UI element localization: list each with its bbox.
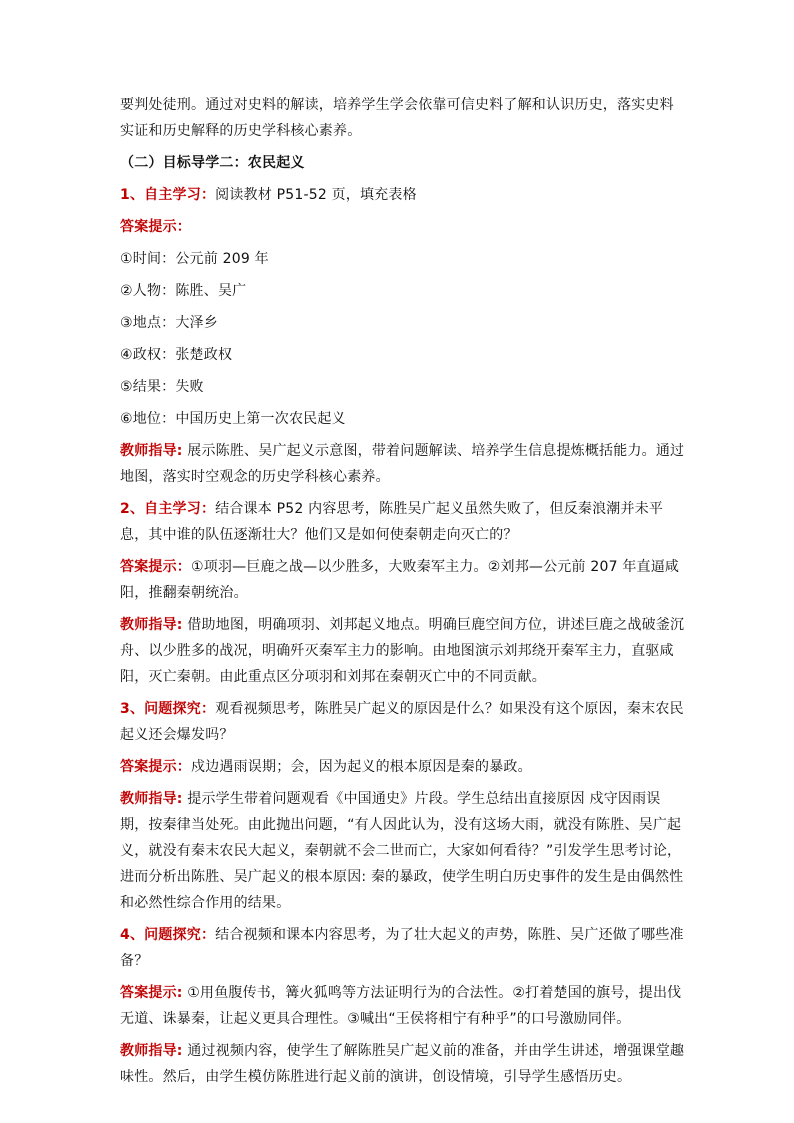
answer-2-label: 答案提示： — [120, 559, 191, 575]
guide-3-text: 提示学生带着问题观看《中国通史》片段。学生总结出直接原因 戍守因雨误期，按秦律当处死。由此抛出问题，“有人因此认为，没有这场大雨，就没有陈胜、吴广起义，就没有秦末农民大起义，秦朝就不会二世而亡，大家如何看待？”引发学生思考讨论，进而分析出陈胜、吴广起义的根本原因: 秦的暴政，使学生明白历史事件的发生是由偶然性和必然性综合作用的结果。 — [120, 791, 684, 911]
guide-4-label: 教师指导: — [120, 1043, 183, 1059]
answer-1-line: ⑤结果：失败 — [120, 379, 204, 395]
item-2-text: 结合课本 P52 内容思考，陈胜吴广起义虽然失败了，但反秦浪潮并未平息，其中谁的队伍逐渐壮大？他们又是如何使秦朝走向灭亡的？ — [120, 501, 664, 543]
answer-4 — [120, 980, 686, 1032]
answer-2 — [120, 554, 686, 606]
answer-1-line: ②人物：陈胜、吴广 — [120, 283, 247, 299]
item-4-label: 4、问题探究： — [120, 927, 216, 943]
answer-1-line: ③地点：大泽乡 — [120, 315, 218, 331]
item-4 — [120, 922, 686, 974]
item-2-label: 2、自主学习： — [120, 501, 216, 517]
intro-text: 要判处徒刑。通过对史料的解读，培养学生学会依靠可信史料了解和认识历史，落实史料实证和历史解释的历史学科核心素养。 — [120, 97, 674, 139]
answer-1-line: ⑥地位：中国历史上第一次农民起义 — [120, 411, 346, 427]
guide-3 — [120, 786, 686, 916]
section-heading: （二）目标导学二：农民起义 — [120, 155, 305, 171]
item-2 — [120, 496, 686, 548]
item-3 — [120, 696, 686, 748]
answer-2-text: ①项羽—巨鹿之战—以少胜多，大败秦军主力。②刘邦—公元前 207 年直逼咸阳，推翻秦朝统治。 — [120, 559, 680, 601]
guide-1 — [120, 438, 686, 490]
answer-3 — [120, 754, 686, 780]
answer-1-line: ④政权：张楚政权 — [120, 347, 233, 363]
guide-4 — [120, 1038, 686, 1090]
item-3-text: 观看视频思考，陈胜吴广起义的原因是什么？如果没有这个原因，秦末农民起义还会爆发吗？ — [120, 701, 684, 743]
item-3-label: 3、问题探究： — [120, 701, 216, 717]
answer-1-line: ①时间：公元前 209 年 — [120, 251, 269, 267]
item-1-text: 阅读教材 P51-52 页，填充表格 — [215, 187, 417, 203]
item-4-text: 结合视频和课本内容思考，为了壮大起义的声势，陈胜、吴广还做了哪些准备？ — [120, 927, 684, 969]
guide-1-label: 教师指导: — [120, 443, 183, 459]
answer-3-label: 答案提示： — [120, 759, 191, 775]
answer-3-text: 戍边遇雨误期；会，因为起义的根本原因是秦的暴政。 — [191, 759, 532, 775]
guide-4-text: 通过视频内容，使学生了解陈胜吴广起义前的准备，并由学生讲述，增强课堂趣味性。然后，由学生模仿陈胜进行起义前的演讲，创设情境，引导学生感悟历史。 — [120, 1043, 685, 1085]
guide-1-text: 展示陈胜、吴广起义示意图，带着问题解读、培养学生信息提炼概括能力。通过地图，落实时空观念的历史学科核心素养。 — [120, 443, 685, 485]
answer-4-label: 答案提示: — [120, 985, 183, 1001]
answer-1-label: 答案提示： — [120, 219, 191, 235]
guide-2 — [120, 612, 686, 690]
intro-paragraph — [120, 92, 686, 144]
guide-2-text: 借助地图，明确项羽、刘邦起义地点。明确巨鹿空间方位，讲述巨鹿之战破釜沉舟、以少胜多的战况，明确歼灭秦军主力的影响。由地图演示刘邦绕开秦军主力，直驱咸阳，灭亡秦朝。由此重点区分项羽和刘邦在秦朝灭亡中的不同贡献。 — [120, 617, 685, 685]
answer-4-text: ①用鱼腹传书，篝火狐鸣等方法证明行为的合法性。②打着楚国的旗号，提出伐无道、诛暴秦，让起义更具合理性。③喊出“王侯将相宁有种乎”的口号激励同伴。 — [120, 985, 682, 1027]
guide-2-label: 教师指导: — [120, 617, 183, 633]
document-body — [120, 92, 686, 1090]
item-1-label: 1、自主学习： — [120, 187, 216, 203]
item-1 — [120, 182, 686, 208]
guide-3-label: 教师指导: — [120, 791, 183, 807]
